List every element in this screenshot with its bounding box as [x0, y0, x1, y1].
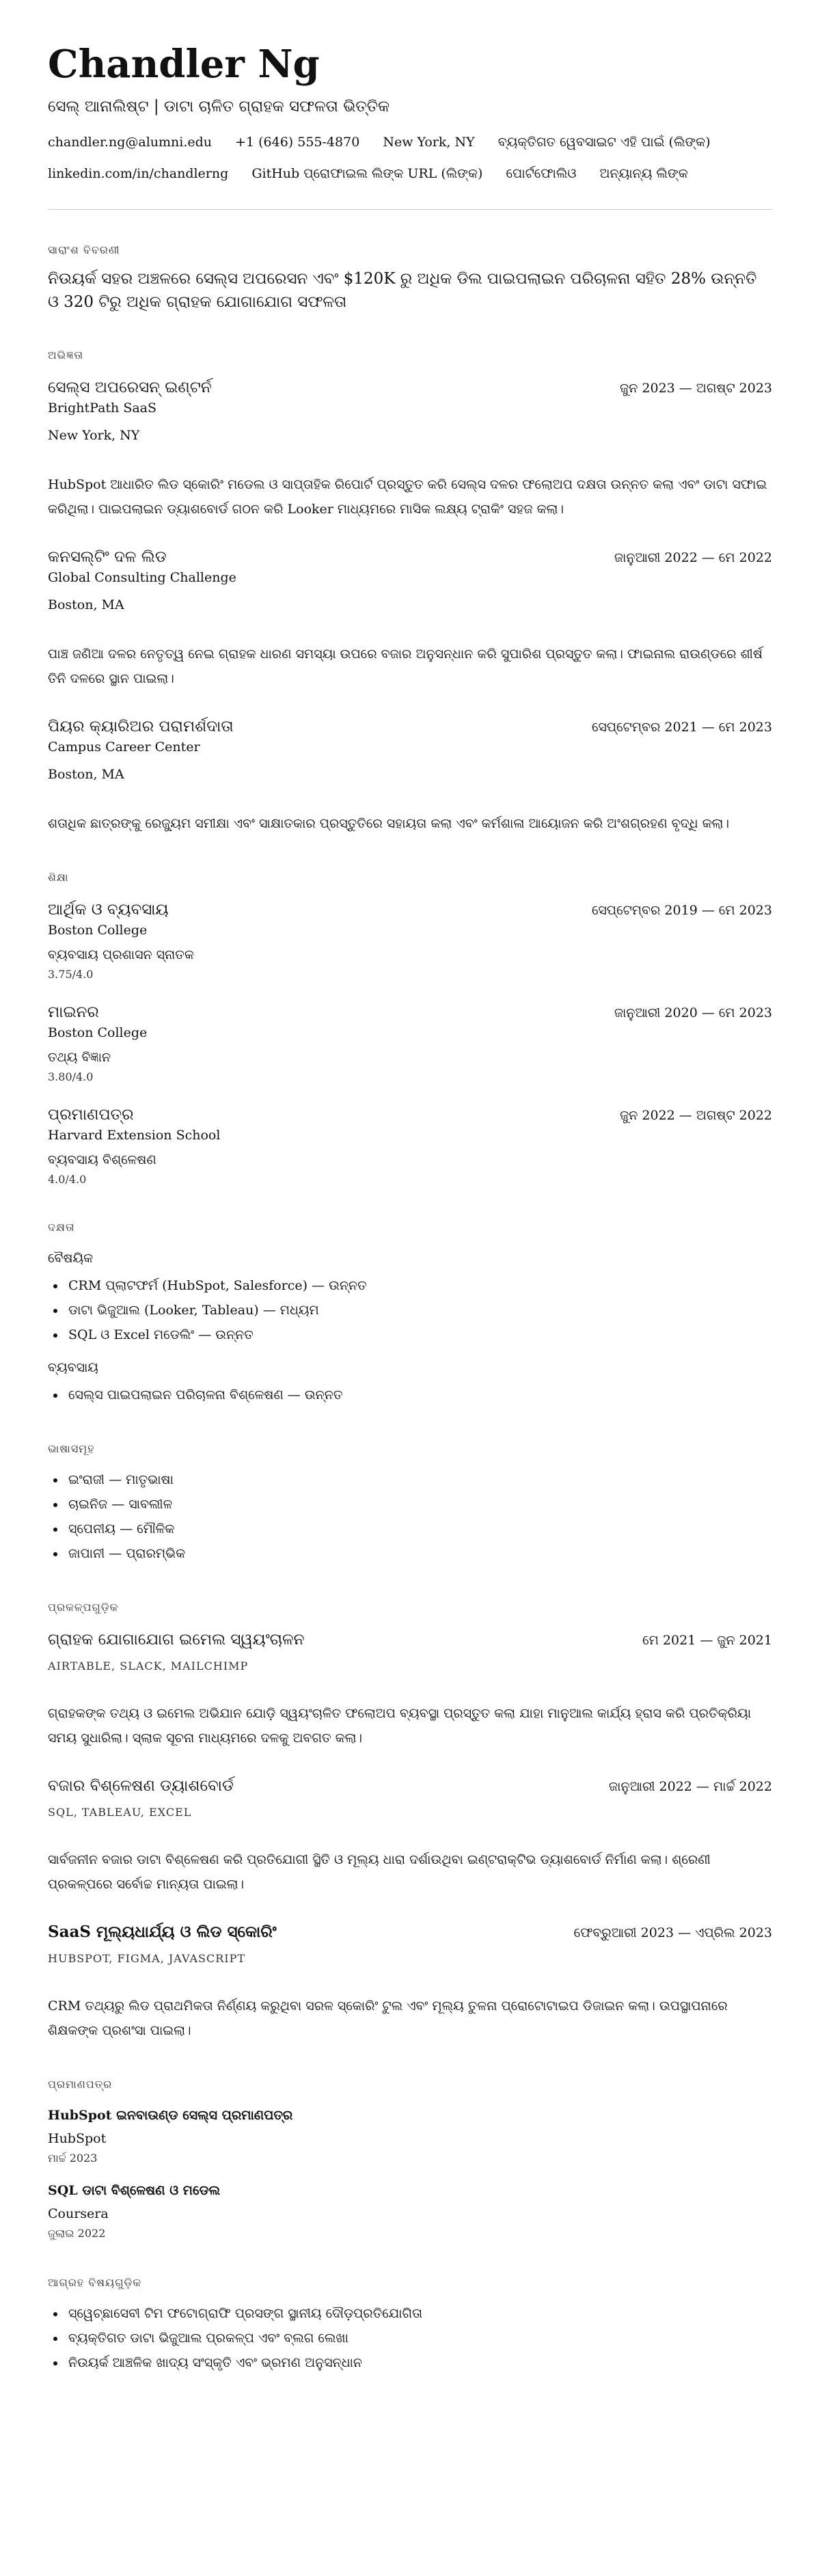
contact-row-primary	[48, 133, 772, 152]
experience-org: Campus Career Center	[48, 740, 200, 755]
education-gpa: 3.75/4.0	[48, 968, 94, 981]
skill-item: • CRM ପ୍ଲାଟଫର୍ମ (HubSpot, Salesforce) — ଉନ୍ନତ	[66, 1273, 772, 1298]
languages-section	[48, 1441, 772, 1566]
experience-org: Global Consulting Challenge	[48, 570, 236, 585]
project-description: ସାର୍ବଜନୀନ ବଜାର ଡାଟା ବିଶ୍ଳେଷଣ କରି ପ୍ରତିଯୋଗୀ ସ୍ଥିତି ଓ ମୂଲ୍ୟ ଧାରା ଦର୍ଶାଉଥିବା ଇଣ୍ଟରାକ୍ଟିଭ ଡ୍ୟାଶବୋର୍ଡ ନିର୍ମାଣ କଲା। ଶ୍ରେଣୀ ପ୍ରକଳ୍ପରେ ସର୍ବୋଚ୍ଚ ମାନ୍ୟତା ପାଇଲା।	[48, 1852, 711, 1892]
experience-role: ପିୟର କ୍ୟାରିଅର ପରାମର୍ଶଦାତା	[48, 718, 234, 735]
certification-date: ଜୁଲାଇ 2022	[48, 2227, 106, 2240]
education-gpa: 3.80/4.0	[48, 1070, 94, 1083]
certification-issuer: Coursera	[48, 2206, 109, 2221]
project-dates: ମେ 2021 — ଜୁନ 2021	[642, 1633, 772, 1648]
interests-list	[48, 2301, 772, 2375]
education-field: ବ୍ୟବସାୟ ପ୍ରଶାସନ ସ୍ନାତକ	[48, 947, 194, 962]
project-entry	[48, 1775, 772, 1897]
contact-website-link[interactable]: ବ୍ୟକ୍ତିଗତ ୱେବସାଇଟ ଏହି ପାଇଁ (ଲିଙ୍କ)	[497, 135, 711, 150]
education-degree: ଆର୍ଥିକ ଓ ବ୍ୟବସାୟ	[48, 901, 169, 919]
skills-group-title: ବ୍ୟବସାୟ	[48, 1360, 98, 1375]
experience-heading: ଅଭିଜ୍ଞତା	[48, 349, 84, 362]
project-name: ଗ୍ରାହକ ଯୋଗାଯୋଗ ଇମେଲ ସ୍ୱୟଂଚାଳନ	[48, 1631, 305, 1649]
project-description: ଗ୍ରାହକଙ୍କ ତଥ୍ୟ ଓ ଇମେଲ ଅଭିଯାନ ଯୋଡ଼ି ସ୍ୱୟଂଚାଳିତ ଫଲୋଅପ ବ୍ୟବସ୍ଥା ପ୍ରସ୍ତୁତ କଲା ଯାହା ମାନୁଆଲ କାର୍ଯ୍ୟ ହ୍ରାସ କରି ପ୍ରତିକ୍ରିୟା ସମୟ ସୁଧାରିଲା। ସ୍ଲାକ ସୂଚନା ମାଧ୍ୟମରେ ଦଳକୁ ଅବଗତ କଲା।	[48, 1706, 752, 1746]
contact-location: New York, NY	[383, 135, 475, 150]
certification-date: ମାର୍ଚ୍ଚ 2023	[48, 2152, 98, 2165]
project-technologies: HUBSPOT, FIGMA, JAVASCRIPT	[48, 1952, 246, 1965]
experience-description: ଶତାଧିକ ଛାତ୍ରଙ୍କୁ ରେଜ୍ୟୁମ ସମୀକ୍ଷା ଏବଂ ସାକ୍ଷାତକାର ପ୍ରସ୍ତୁତିରେ ସହାୟତା କଲା ଏବଂ କର୍ମଶାଳା ଆୟୋଜନ କରି ଅଂଶଗ୍ରହଣ ବୃଦ୍ଧି କଲା।	[48, 816, 730, 831]
experience-org: BrightPath SaaS	[48, 401, 157, 416]
experience-entry	[48, 546, 772, 691]
summary-section	[48, 243, 772, 314]
project-dates: ଜାନୁଆରୀ 2022 — ମାର୍ଚ୍ଚ 2022	[609, 1779, 772, 1794]
language-item: • ଇଂରାଜୀ — ମାତୃଭାଷା	[66, 1467, 772, 1492]
certifications-section	[48, 2077, 772, 2241]
project-technologies: AIRTABLE, SLACK, MAILCHIMP	[48, 1659, 249, 1672]
certification-entry	[48, 2181, 772, 2241]
education-entry	[48, 899, 772, 982]
experience-entry	[48, 716, 772, 836]
experience-dates: ଜାନୁଆରୀ 2022 — ମେ 2022	[614, 550, 772, 565]
interest-item: • ବ୍ୟକ୍ତିଗତ ଡାଟା ଭିଜୁଆଲ ପ୍ରକଳ୍ପ ଏବଂ ବ୍ଲଗ ଲେଖା	[66, 2326, 772, 2350]
experience-role: ସେଲ୍ସ ଅପରେସନ୍ ଇଣ୍ଟର୍ନ	[48, 379, 212, 396]
experience-description: HubSpot ଆଧାରିତ ଲିଡ ସ୍କୋରିଂ ମଡେଲ ଓ ସାପ୍ତାହିକ ରିପୋର୍ଟ ପ୍ରସ୍ତୁତ କରି ସେଲ୍ସ ଦଳର ଫଲୋଅପ ଦକ୍ଷତା ଉନ୍ନତ କଲା ଏବଂ ଡାଟା ସଫାଇ କରିଥିଲା। ପାଇପଲାଇନ ଡ୍ୟାଶବୋର୍ଡ ଗଠନ କରି Looker ମାଧ୍ୟମରେ ମାସିକ ଲକ୍ଷ୍ୟ ଟ୍ରାକିଂ ସହଜ କଲା।	[48, 477, 767, 517]
experience-dates: ସେପ୍ଟେମ୍ବର 2021 — ମେ 2023	[592, 720, 772, 735]
skills-list	[48, 1383, 772, 1407]
contact-phone[interactable]: +1 (646) 555-4870	[235, 135, 360, 150]
education-field: ତଥ୍ୟ ବିଜ୍ଞାନ	[48, 1050, 111, 1065]
contact-other-link[interactable]: ଅନ୍ୟାନ୍ୟ ଲିଙ୍କ	[599, 166, 688, 181]
education-institution: Harvard Extension School	[48, 1128, 221, 1143]
interest-item: • ନିଉୟର୍କ ଆଞ୍ଚଳିକ ଖାଦ୍ୟ ସଂସ୍କୃତି ଏବଂ ଭ୍ରମଣ ଅନୁସନ୍ଧାନ	[66, 2350, 772, 2375]
summary-text: ନିଉୟର୍କ ସହର ଅଞ୍ଚଳରେ ସେଲ୍ସ ଅପରେସନ ଏବଂ $120K ରୁ ଅଧିକ ଡିଲ ପାଇପଲାଇନ ପରିଚାଳନା ସହିତ 28% ଉନ୍ନତି ଓ 320 ଟିରୁ ଅଧିକ ଗ୍ରାହକ ଯୋଗାଯୋଗ ସଫଳତା	[48, 270, 757, 311]
experience-entry	[48, 377, 772, 521]
interests-section	[48, 2275, 772, 2375]
education-gpa: 4.0/4.0	[48, 1173, 87, 1186]
certification-name: HubSpot ଇନବାଉଣ୍ଡ ସେଲ୍ସ ପ୍ରମାଣପତ୍ର	[48, 2108, 293, 2123]
skills-heading: ଦକ୍ଷତା	[48, 1221, 75, 1234]
skill-item: • ସେଲ୍ସ ପାଇପଲାଇନ ପରିଚାଳନା ବିଶ୍ଳେଷଣ — ଉନ୍ନତ	[66, 1383, 772, 1407]
experience-location: Boston, MA	[48, 767, 124, 782]
education-entry	[48, 1104, 772, 1187]
project-name: SaaS ମୂଲ୍ୟଧାର୍ଯ୍ୟ ଓ ଲିଡ ସ୍କୋରିଂ	[48, 1923, 277, 1941]
experience-section	[48, 348, 772, 836]
education-degree: ମାଇନର	[48, 1003, 99, 1021]
projects-heading: ପ୍ରକଳ୍ପଗୁଡ଼ିକ	[48, 1601, 119, 1614]
contact-email[interactable]: chandler.ng@alumni.edu	[48, 135, 213, 150]
education-field: ବ୍ୟବସାୟ ବିଶ୍ଳେଷଣ	[48, 1152, 156, 1167]
languages-heading: ଭାଷାସମୂହ	[48, 1442, 95, 1455]
experience-role: କନସଲ୍ଟିଂ ଦଳ ଲିଡ	[48, 548, 167, 566]
education-section	[48, 870, 772, 1187]
contact-linkedin-link[interactable]: linkedin.com/in/chandlerng	[48, 166, 229, 181]
project-dates: ଫେବ୍ରୁଆରୀ 2023 — ଏପ୍ରିଲ 2023	[573, 1925, 772, 1940]
language-item: • ଚାଇନିଜ — ସାବଲୀଳ	[66, 1492, 772, 1517]
project-entry	[48, 1629, 772, 1750]
experience-description: ପାଞ୍ଚ ଜଣିଆ ଦଳର ନେତୃତ୍ୱ ନେଇ ଗ୍ରାହକ ଧାରଣ ସମସ୍ୟା ଉପରେ ବଜାର ଅନୁସନ୍ଧାନ କରି ସୁପାରିଶ ପ୍ରସ୍ତୁତ କଲା। ଫାଇନାଲ ରାଉଣ୍ଡରେ ଶୀର୍ଷ ତିନି ଦଳରେ ସ୍ଥାନ ପାଇଲା।	[48, 647, 763, 686]
certification-name: SQL ଡାଟା ବିଶ୍ଳେଷଣ ଓ ମଡେଲ	[48, 2183, 221, 2198]
education-dates: ଜାନୁଆରୀ 2020 — ମେ 2023	[614, 1005, 772, 1020]
interests-heading: ଆଗ୍ରହ ବିଷୟଗୁଡ଼ିକ	[48, 2276, 142, 2289]
contact-portfolio-link[interactable]: ପୋର୍ଟଫୋଲିଓ	[506, 166, 577, 181]
language-item: • ଜାପାନୀ — ପ୍ରାରମ୍ଭିକ	[66, 1541, 772, 1566]
certification-entry	[48, 2106, 772, 2166]
interest-item: • ସ୍ୱେଚ୍ଛାସେବୀ ଟିମ ଫଟୋଗ୍ରାଫି ପ୍ରସଙ୍ଗ ସ୍ଥାନୀୟ ଦୌଡ଼ପ୍ରତିଯୋଗିତା	[66, 2301, 772, 2326]
certification-issuer: HubSpot	[48, 2131, 107, 2146]
projects-section	[48, 1600, 772, 2043]
summary-heading: ସାରାଂଶ ବିବରଣୀ	[48, 243, 120, 256]
education-dates: ଜୁନ 2022 — ଅଗଷ୍ଟ 2022	[620, 1108, 772, 1123]
contact-row-secondary	[48, 164, 772, 183]
header-divider	[48, 209, 772, 210]
project-entry	[48, 1921, 772, 2043]
language-item: • ସ୍ପେନୀୟ — ମୌଳିକ	[66, 1517, 772, 1541]
skill-item: • SQL ଓ Excel ମଡେଲିଂ — ଉନ୍ନତ	[66, 1323, 772, 1347]
education-heading: ଶିକ୍ଷା	[48, 871, 69, 884]
candidate-headline: ସେଲ୍ ଆନାଲିଷ୍ଟ | ଡାଟା ଚାଳିତ ଗ୍ରାହକ ସଫଳତା ଭିତ୍ତିକ	[48, 98, 390, 116]
languages-list	[48, 1467, 772, 1566]
resume-header	[48, 0, 772, 183]
skills-list	[48, 1273, 772, 1347]
experience-dates: ଜୁନ 2023 — ଅଗଷ୍ଟ 2023	[620, 381, 772, 396]
skills-group-title: ବୈଷୟିକ	[48, 1251, 94, 1266]
skills-section	[48, 1220, 772, 1407]
education-dates: ସେପ୍ଟେମ୍ବର 2019 — ମେ 2023	[592, 903, 772, 918]
education-institution: Boston College	[48, 923, 148, 938]
project-description: CRM ତଥ୍ୟରୁ ଲିଡ ପ୍ରାଥମିକତା ନିର୍ଣ୍ଣୟ କରୁଥିବା ସରଳ ସ୍କୋରିଂ ଟୁଲ ଏବଂ ମୂଲ୍ୟ ତୁଳନା ପ୍ରୋଟୋଟାଇପ ଡିଜାଇନ କଲା। ଉପସ୍ଥାପନାରେ ଶିକ୍ଷକଙ୍କ ପ୍ରଶଂସା ପାଇଲା।	[48, 1998, 728, 2038]
contact-github-link[interactable]: GitHub ପ୍ରୋଫାଇଲ ଲିଙ୍କ URL (ଲିଙ୍କ)	[251, 166, 483, 181]
project-name: ବଜାର ବିଶ୍ଳେଷଣ ଡ୍ୟାଶବୋର୍ଡ	[48, 1777, 234, 1795]
certifications-heading: ପ୍ରମାଣପତ୍ର	[48, 2078, 113, 2091]
skill-item: • ଡାଟା ଭିଜୁଆଲ (Looker, Tableau) — ମଧ୍ୟମ	[66, 1298, 772, 1323]
education-institution: Boston College	[48, 1025, 148, 1040]
project-technologies: SQL, TABLEAU, EXCEL	[48, 1806, 192, 1819]
experience-location: New York, NY	[48, 428, 140, 443]
candidate-name: Chandler Ng	[48, 42, 320, 87]
education-entry	[48, 1001, 772, 1085]
education-degree: ପ୍ରମାଣପତ୍ର	[48, 1106, 134, 1124]
experience-location: Boston, MA	[48, 597, 124, 612]
